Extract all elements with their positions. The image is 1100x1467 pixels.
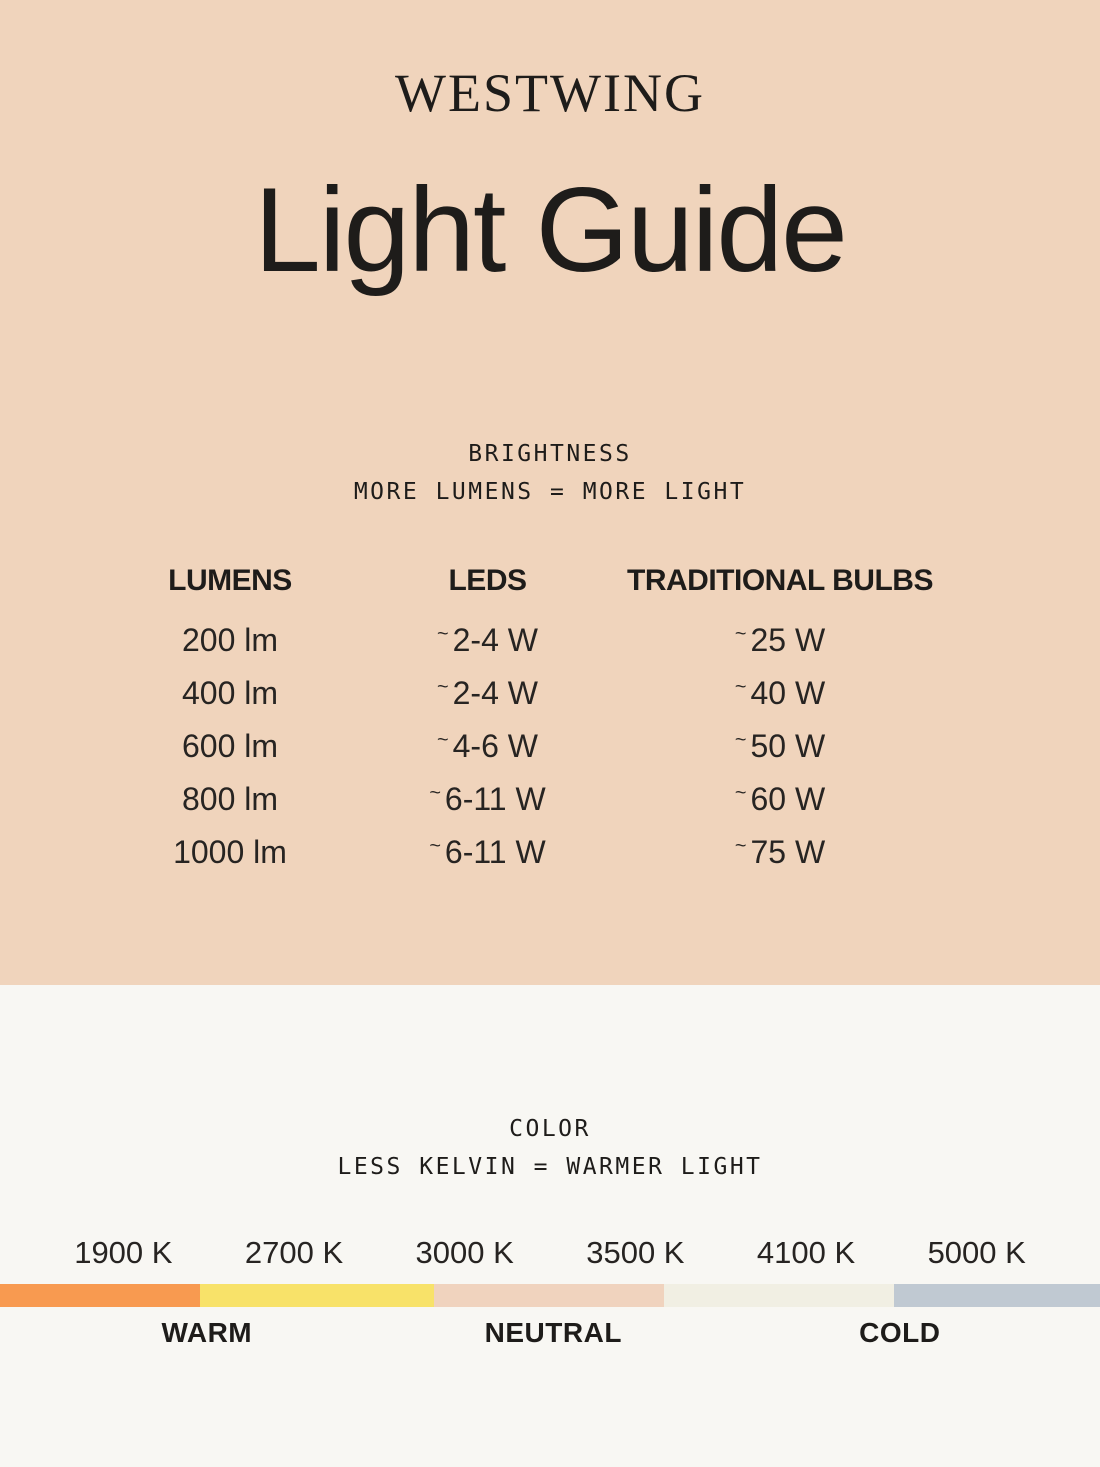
brightness-heading: BRIGHTNESS — [468, 441, 632, 467]
leds-watts: 4-6 W — [452, 728, 538, 764]
color-heading: COLOR — [509, 1116, 591, 1142]
lumens-value: 200 lm — [181, 622, 279, 658]
leds-value — [370, 622, 605, 659]
approx-symbol: ~ — [437, 623, 449, 646]
page-title: Light Guide — [254, 163, 846, 297]
approx-symbol: ~ — [429, 835, 441, 858]
approx-symbol: ~ — [437, 729, 449, 752]
approx-symbol: ~ — [734, 835, 747, 858]
column-header-leds: LEDS — [448, 564, 527, 597]
leds-watts: 2-4 W — [452, 675, 538, 711]
leds-value — [370, 781, 605, 818]
traditional-watts: 60 W — [750, 781, 826, 817]
kelvin-label: 4100 K — [756, 1235, 856, 1270]
color-temperature-bar — [0, 1284, 1100, 1307]
table-row — [90, 667, 955, 720]
bar-segment-warm-yellow — [200, 1284, 434, 1307]
table-body — [90, 614, 955, 879]
zone-labels — [0, 1318, 1100, 1348]
column-header-lumens: LUMENS — [168, 564, 292, 597]
approx-symbol: ~ — [429, 782, 441, 805]
leds-value — [370, 834, 605, 871]
table-row — [90, 614, 955, 667]
lumens-value: 400 lm — [181, 675, 279, 711]
lumens-value: 1000 lm — [173, 834, 287, 870]
brand-logo: WESTWING — [395, 63, 705, 123]
kelvin-label: 2700 K — [244, 1235, 344, 1270]
bar-segment-neutral-cream — [664, 1284, 894, 1307]
traditional-watts: 40 W — [750, 675, 826, 711]
leds-watts: 6-11 W — [444, 781, 546, 817]
approx-symbol: ~ — [734, 676, 747, 699]
approx-symbol: ~ — [437, 676, 449, 699]
traditional-value — [605, 781, 955, 818]
zone-label-cold: COLD — [859, 1317, 941, 1348]
brightness-table — [90, 563, 955, 879]
leds-watts: 6-11 W — [444, 834, 546, 870]
traditional-watts: 50 W — [750, 728, 826, 764]
traditional-value — [605, 834, 955, 871]
table-header-row — [90, 563, 955, 599]
approx-symbol: ~ — [734, 729, 747, 752]
traditional-watts: 25 W — [750, 622, 826, 658]
zone-label-warm: WARM — [161, 1317, 253, 1348]
color-subheading: LESS KELVIN = WARMER LIGHT — [337, 1154, 763, 1180]
leds-value — [370, 728, 605, 765]
kelvin-label: 1900 K — [74, 1235, 173, 1270]
kelvin-label: 5000 K — [927, 1235, 1026, 1270]
leds-value — [370, 675, 605, 712]
traditional-value — [605, 622, 955, 659]
leds-watts: 2-4 W — [452, 622, 538, 658]
table-row — [90, 720, 955, 773]
approx-symbol: ~ — [734, 623, 747, 646]
table-row — [90, 826, 955, 879]
traditional-value — [605, 728, 955, 765]
brightness-subheading: MORE LUMENS = MORE LIGHT — [353, 479, 747, 505]
color-section — [0, 985, 1100, 1467]
bar-segment-cold-blue — [894, 1284, 1100, 1307]
zone-label-neutral: NEUTRAL — [484, 1317, 622, 1348]
lumens-value: 600 lm — [181, 728, 279, 764]
kelvin-scale-labels — [0, 1235, 1100, 1270]
table-row — [90, 773, 955, 826]
bar-segment-warm-orange — [0, 1284, 200, 1307]
kelvin-label: 3000 K — [415, 1235, 514, 1270]
traditional-watts: 75 W — [750, 834, 826, 870]
approx-symbol: ~ — [734, 782, 747, 805]
bar-segment-neutral-peach — [434, 1284, 664, 1307]
column-header-traditional-bulbs: TRADITIONAL BULBS — [627, 564, 933, 597]
lumens-value: 800 lm — [181, 781, 279, 817]
traditional-value — [605, 675, 955, 712]
kelvin-label: 3500 K — [586, 1235, 685, 1270]
